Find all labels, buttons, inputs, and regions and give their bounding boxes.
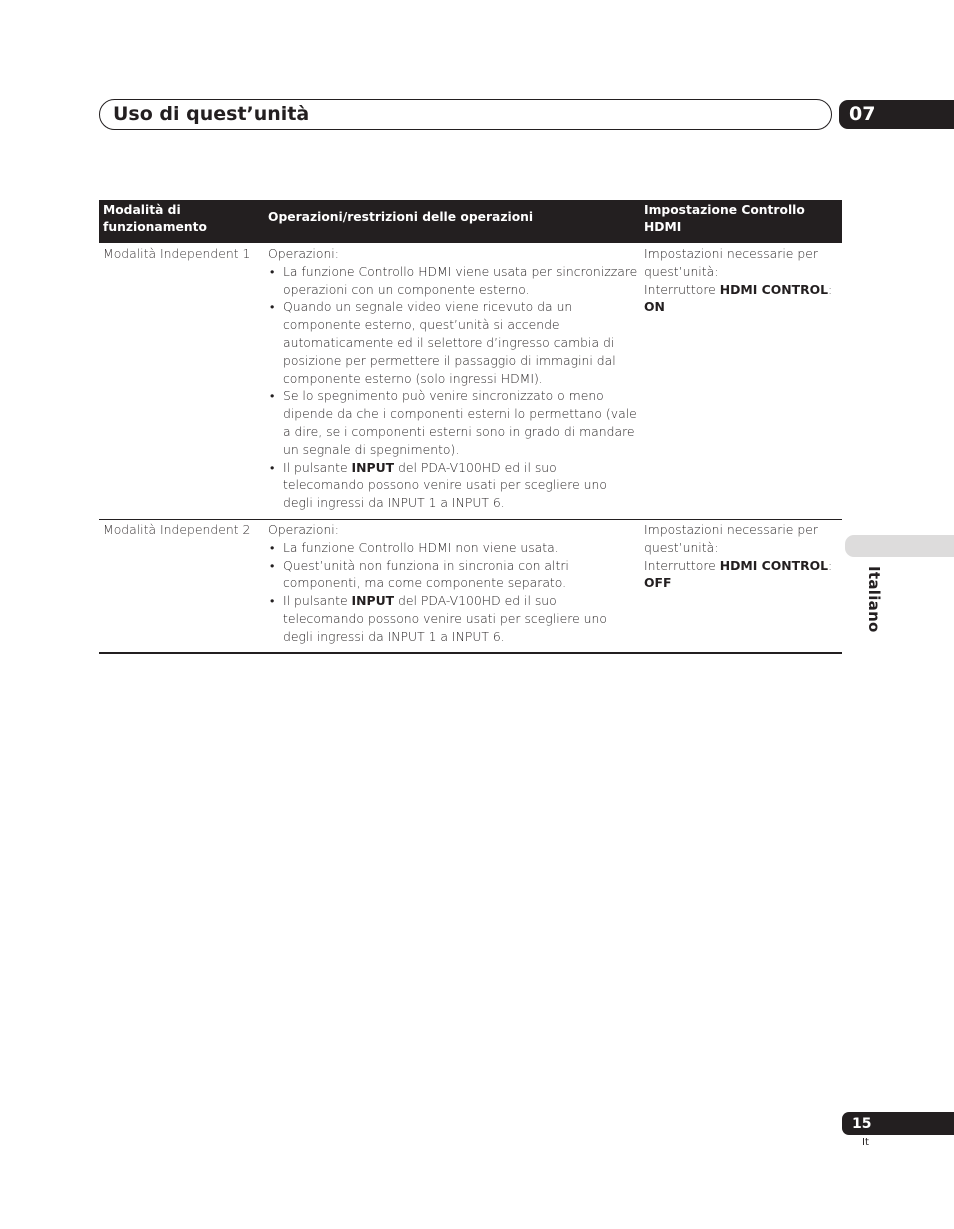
chapter-number: 07	[849, 103, 876, 125]
page-title: Uso di quest’unità	[113, 103, 310, 125]
row-2-hdmi-setting	[644, 521, 842, 592]
list-item: • Quest’unità non funziona in sincronia con altri componenti, ma come componente separato.	[268, 557, 640, 593]
list-item: • La funzione Controllo HDMI viene usata per sincronizzare operazioni con un componente esterno.	[268, 263, 640, 299]
list-item: • Il pulsante INPUT del PDA-V100HD ed il suo telecomando possono venire usati per scegliere uno degli ingressi da INPUT 1 a INPUT 6.	[268, 459, 640, 512]
row-1-req-text: Impostazioni necessarie per quest’unità:	[644, 246, 818, 279]
column-header-mode: Modalità di funzionamento	[103, 203, 207, 234]
switch-name: HDMI CONTROL	[719, 281, 829, 297]
row-2-req-text: Impostazioni necessarie per quest’unità:	[644, 522, 818, 555]
input-button-name: INPUT	[351, 593, 395, 609]
language-label: Italiano	[865, 566, 883, 633]
row-2-switch-value: OFF	[644, 575, 672, 591]
page-language-code: It	[862, 1137, 869, 1148]
switch-name: HDMI CONTROL	[719, 557, 829, 573]
row-2-switch-line: Interruttore HDMI CONTROL:	[644, 557, 833, 573]
row-1-mode: Modalità Independent 1	[103, 246, 251, 261]
row-1-ops-list	[268, 263, 640, 512]
page-number: 15	[852, 1116, 872, 1132]
column-header-hdmi-setting: Impostazione Controllo HDMI	[644, 203, 805, 234]
table-bottom-rule	[99, 652, 842, 654]
list-item: • Quando un segnale video viene ricevuto da un componente esterno, quest’unità si accende automaticamente ed il selettore d’ingresso cambia di posizione per permettere il passaggio di immagini dal componente esterno (solo ingressi HDMI).	[268, 298, 640, 387]
list-item: • Se lo spegnimento può venire sincronizzato o meno dipende da che i componenti esterni lo permettano (vale a dire, se i componenti esterni sono in grado di mandare un segnale di spegnimento).	[268, 387, 640, 458]
language-tab	[845, 535, 954, 557]
list-item: • La funzione Controllo HDMI non viene usata.	[268, 539, 640, 557]
row-1-switch-value: ON	[644, 299, 665, 315]
input-button-name: INPUT	[351, 459, 395, 475]
list-item: • Il pulsante INPUT del PDA-V100HD ed il suo telecomando possono venire usati per scegliere uno degli ingressi da INPUT 1 a INPUT 6.	[268, 592, 640, 645]
column-header-operations: Operazioni/restrizioni delle operazioni	[268, 210, 534, 224]
row-1-switch-line: Interruttore HDMI CONTROL:	[644, 281, 833, 297]
row-2-ops-list	[268, 539, 640, 646]
row-1-hdmi-setting	[644, 245, 842, 316]
row-1-operations	[268, 245, 640, 512]
row-divider	[99, 519, 842, 520]
row-2-operations	[268, 521, 640, 646]
row-2-ops-intro: Operazioni:	[268, 522, 339, 537]
row-2-mode: Modalità Independent 2	[103, 522, 251, 537]
row-1-ops-intro: Operazioni:	[268, 246, 339, 261]
